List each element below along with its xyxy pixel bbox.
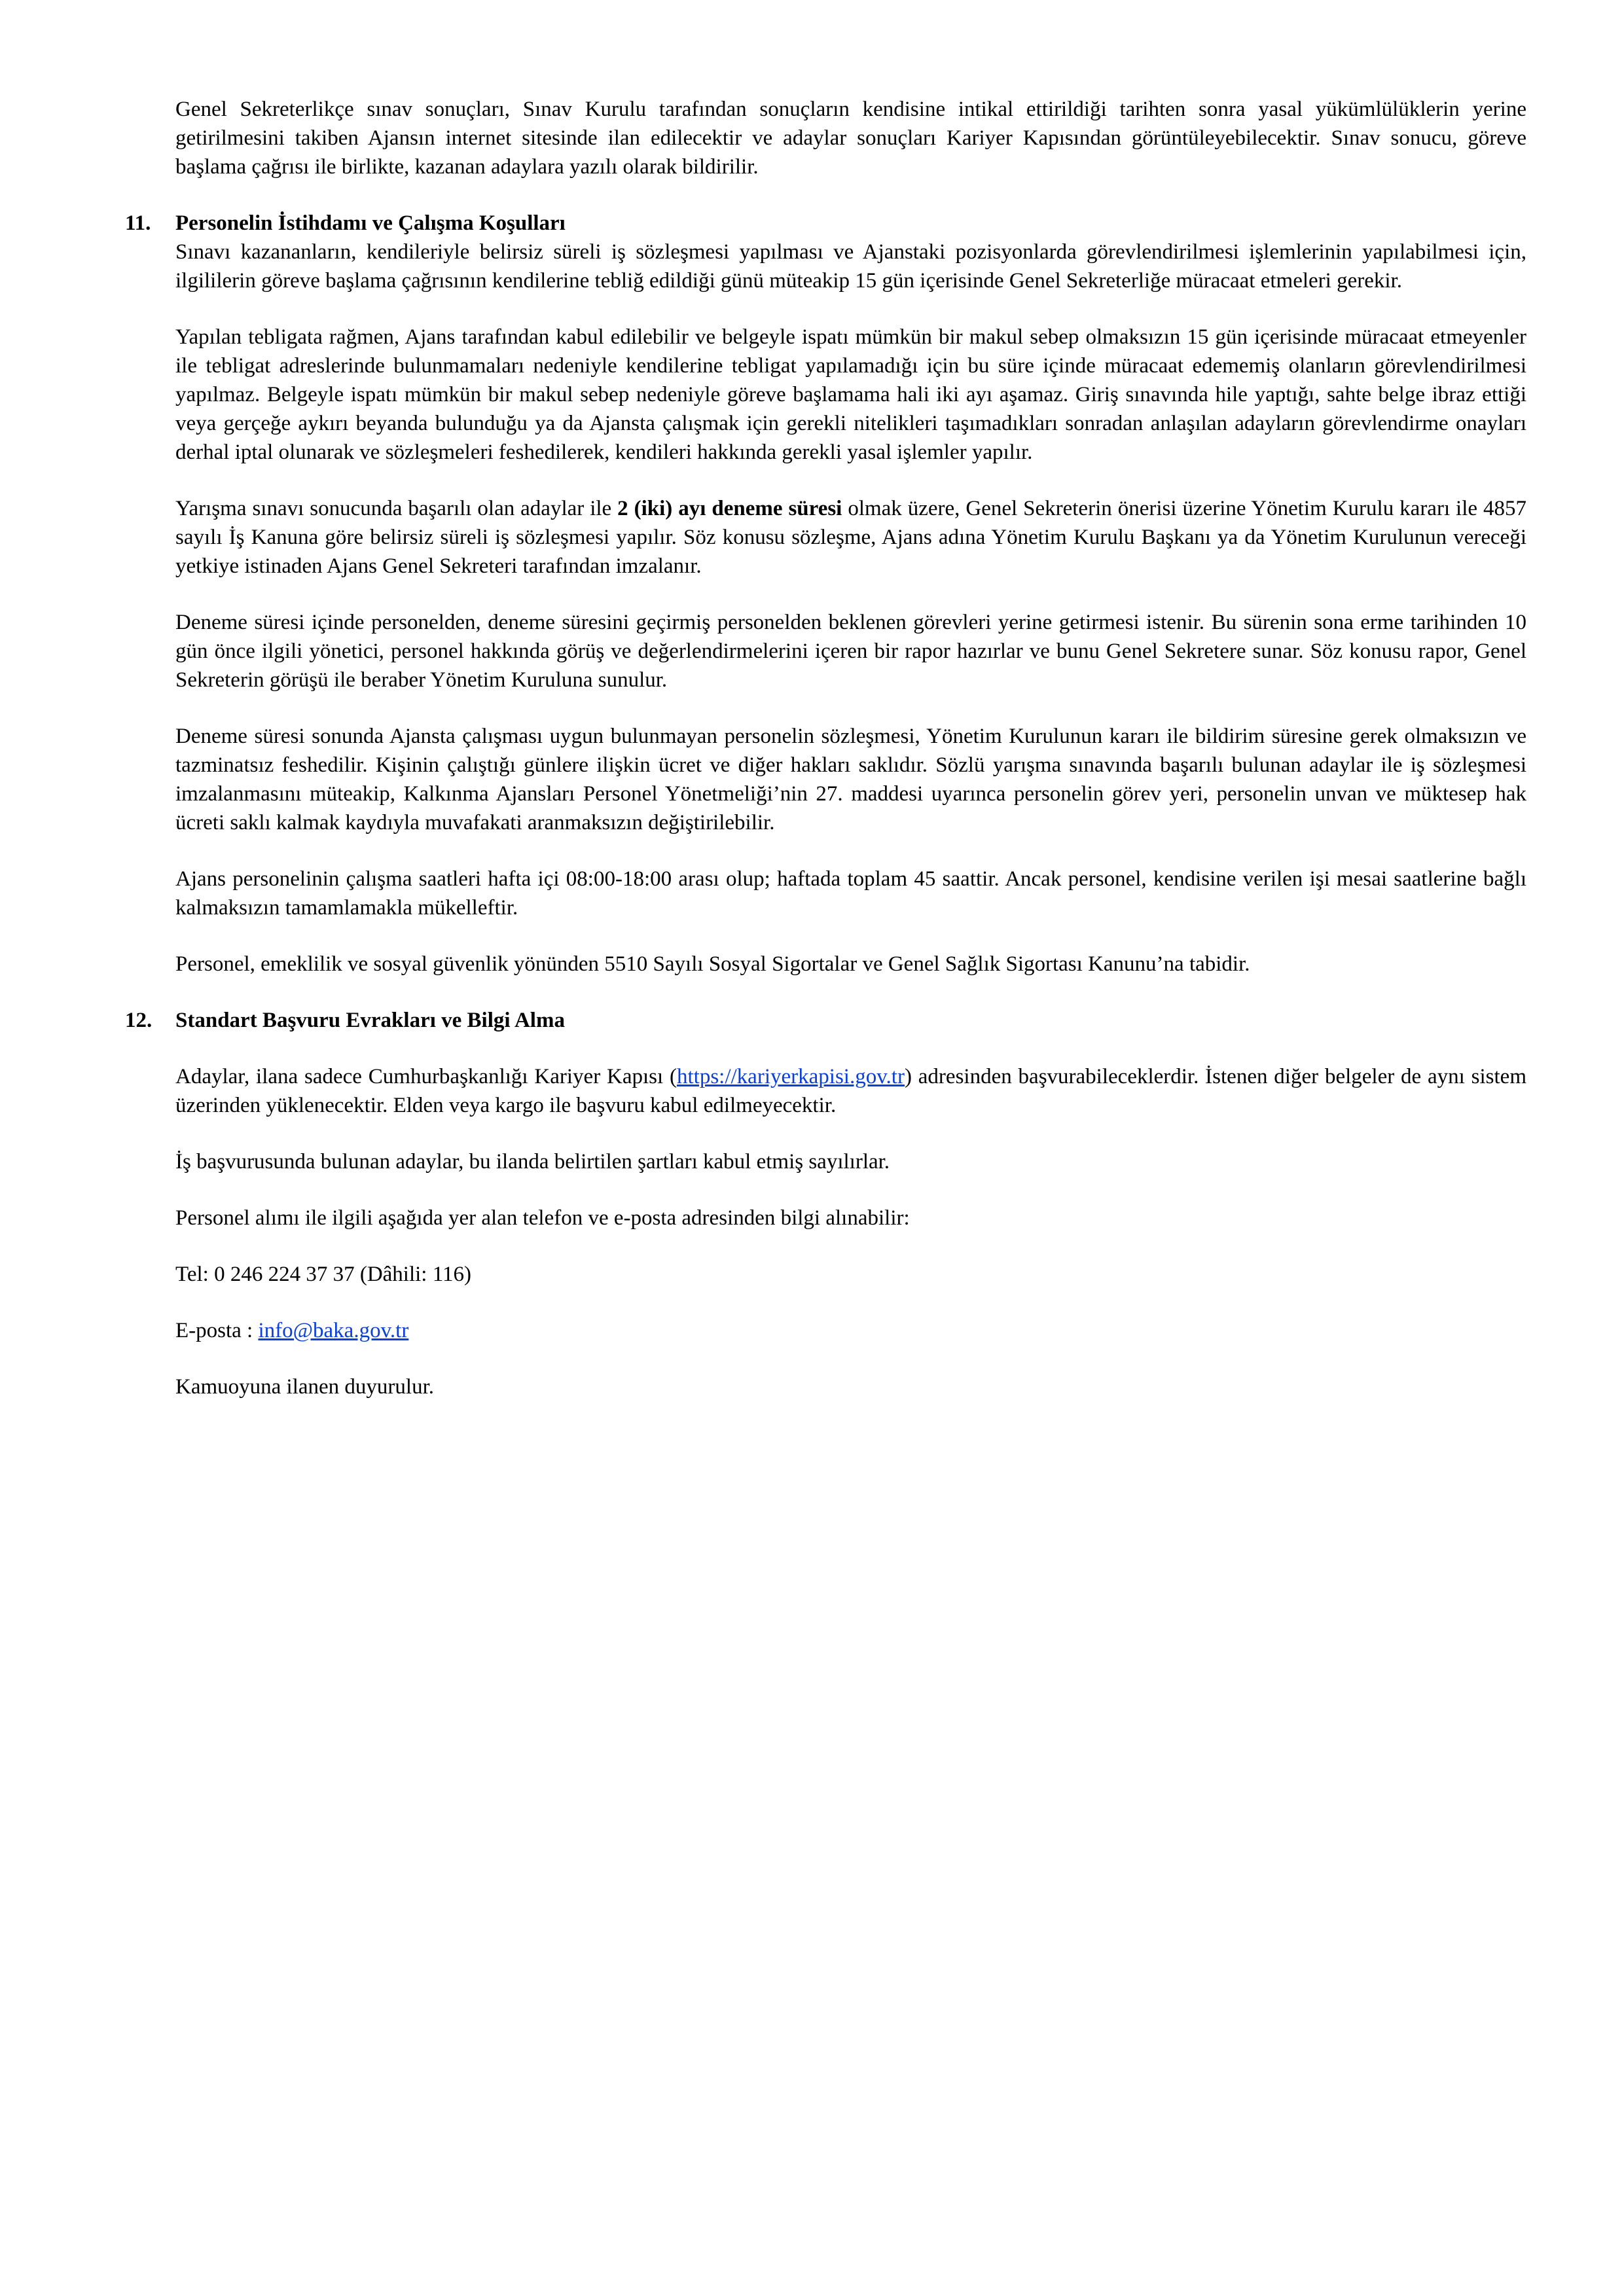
trial-period-text-before: Yarışma sınavı sonucunda başarılı olan adaylar ile (175, 497, 618, 520)
section-11-paragraph-7: Personel, emeklilik ve sosyal güvenlik yönünden 5510 Sayılı Sosyal Sigortalar ve Genel Sağlık Sigortası Kanunu’na tabidir. (175, 952, 1250, 976)
section-11-paragraph-3 (175, 494, 1526, 581)
section-11-number: 11. (125, 211, 151, 235)
trial-period-bold: 2 (iki) ayı deneme süresi (617, 497, 842, 520)
contact-email (175, 1316, 1526, 1345)
section-12-paragraph-1 (175, 1062, 1526, 1120)
section-11-paragraph-6: Ajans personelinin çalışma saatleri hafta içi 08:00-18:00 arası olup; haftada toplam 45 saattir. Ancak personel, kendisine verilen işi mesai saatlerine bağlı kalmaksızın tamamlamakla mükelleftir. (175, 867, 1526, 920)
section-12-number: 12. (125, 1009, 153, 1032)
contact-phone: Tel: 0 246 224 37 37 (Dâhili: 116) (175, 1263, 471, 1286)
application-text-before: Adaylar, ilana sadece Cumhurbaşkanlığı Kariyer Kapısı ( (175, 1065, 677, 1088)
section-12-title: Standart Başvuru Evrakları ve Bilgi Alma (175, 1009, 565, 1032)
kariyer-kapisi-link[interactable]: https://kariyerkapisi.gov.tr (677, 1065, 905, 1088)
section-12 (125, 1006, 1527, 1401)
section-11-heading (125, 209, 1526, 238)
trial-period-text-after: olmak üzere, Genel Sekreterin önerisi üzerine Yönetim Kurulu kararı ile 4857 sayılı İş Kanuna göre belirsiz süreli iş sözleşmesi yapılır. Söz konusu sözleşme, Ajans adına Yönetim Kurulu Başkanı ya da Yönetim Kurulunun vereceği yetkiye istinaden Ajans Genel Sekreteri tarafından imzalanır. (175, 497, 1526, 578)
document-body (125, 95, 1527, 1429)
section-11-paragraph-5: Deneme süresi sonunda Ajansta çalışması uygun bulunmayan personelin sözleşmesi, Yönetim Kurulunun kararı ile bildirim süresine gerek olmaksızın ve tazminatsız feshedilir. Kişinin çalıştığı günlere ilişkin ücret ve diğer hakları saklıdır. Sözlü yarışma sınavında başarılı bulunan adaylar ile iş sözleşmesi imzalanmasını müteakip, Kalkınma Ajansları Personel Yönetmeliği’nin 27. maddesi uyarınca personelin görev yeri, personelin unvan ve müktesep hak ücreti saklı kalmak kaydıyla muvafakati aranmaksızın değiştirilebilir. (175, 725, 1526, 834)
application-text-after: ) adresinden başvurabileceklerdir. İstenen diğer belgeler de aynı sistem üzerinden yüklenecektir. Elden veya kargo ile başvuru kabul edilmeyecektir. (175, 1065, 1527, 1117)
section-11 (125, 209, 1526, 978)
email-link[interactable]: info@baka.gov.tr (258, 1319, 409, 1342)
email-label: E-posta : (175, 1319, 259, 1342)
section-11-paragraph-1: Sınavı kazananların, kendileriyle belirsiz süreli iş sözleşmesi yapılması ve Ajanstaki pozisyonlarda görevlendirilmesi işlemlerinin yapılabilmesi için, ilgililerin göreve başlama çağrısının kendilerine tebliğ edildiği günü müteakip 15 gün içerisinde Genel Sekreterliğe müracaat etmeleri gerekir. (175, 240, 1526, 293)
section-11-paragraph-4: Deneme süresi içinde personelden, deneme süresini geçirmiş personelden beklenen görevleri yerine getirmesi istenir. Bu sürenin sona erme tarihinden 10 gün önce ilgili yönetici, personel hakkında görüş ve değerlendirmelerini içeren bir rapor hazırlar ve bunu Genel Sekretere sunar. Söz konusu rapor, Genel Sekreterin görüşü ile beraber Yönetim Kuruluna sunulur. (175, 611, 1526, 692)
section-12-paragraph-3: Personel alımı ile ilgili aşağıda yer alan telefon ve e-posta adresinden bilgi alınabilir: (175, 1206, 910, 1230)
intro-paragraph: Genel Sekreterlikçe sınav sonuçları, Sınav Kurulu tarafından sonuçların kendisine intikal ettirildiği tarihten sonra yasal yükümlülüklerin yerine getirilmesini takiben Ajansın internet sitesinde ilan edilecektir ve adaylar sonuçları Kariyer Kapısından görüntüleyebilecektir. Sınav sonucu, göreve başlama çağrısı ile birlikte, kazanan adaylara yazılı olarak bildirilir. (175, 98, 1526, 179)
section-11-paragraph-2: Yapılan tebligata rağmen, Ajans tarafından kabul edilebilir ve belgeyle ispatı mümkün bir makul sebep olmaksızın 15 gün içerisinde müracaat etmeyenler ile tebligat adreslerinde bulunmamaları nedeniyle kendilerine tebligat yapılamadığı için bu süre içinde müracaat edememiş olanların görevlendirilmesi yapılmaz. Belgeyle ispatı mümkün bir makul sebep nedeniyle göreve başlamama hali iki ayı aşamaz. Giriş sınavında hile yaptığı, sahte belge ibraz ettiği veya gerçeğe aykırı beyanda bulunduğu ya da Ajansta çalışmak için gerekli nitelikleri taşımadıkları sonradan anlaşılan adayların görevlendirme onayları derhal iptal olunarak ve sözleşmeleri feshedilerek, kendileri hakkında gerekli yasal işlemler yapılır. (175, 325, 1526, 464)
section-12-paragraph-2: İş başvurusunda bulunan adaylar, bu ilanda belirtilen şartları kabul etmiş sayılırlar. (175, 1150, 890, 1174)
section-11-title: Personelin İstihdamı ve Çalışma Koşulları (175, 211, 566, 235)
section-12-heading (125, 1006, 1526, 1035)
closing-statement: Kamuoyuna ilanen duyurulur. (175, 1375, 435, 1399)
